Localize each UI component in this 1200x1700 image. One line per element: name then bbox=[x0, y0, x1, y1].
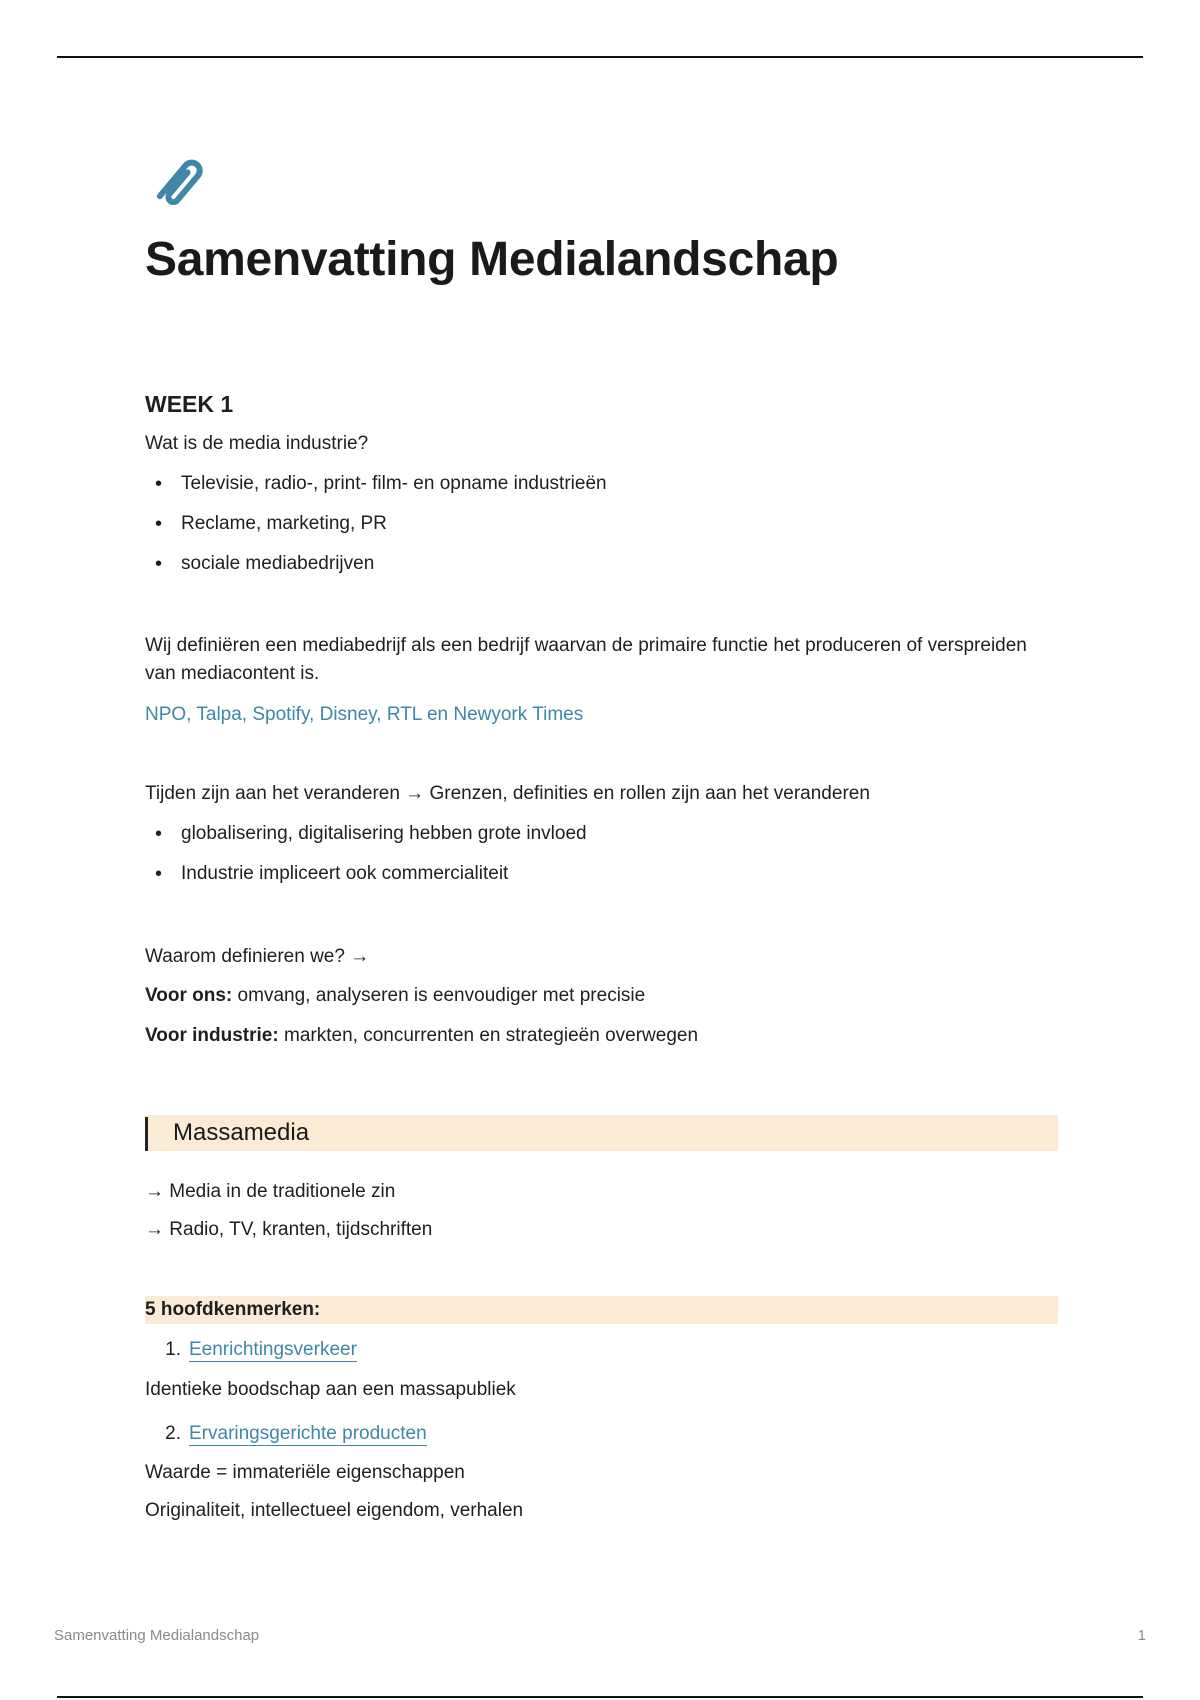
list-item: • sociale mediabedrijven bbox=[145, 550, 607, 590]
footer-title: Samenvatting Medialandschap bbox=[54, 1627, 260, 1644]
question-text: Wat is de media industrie? bbox=[145, 433, 369, 454]
features-heading: 5 hoofdkenmerken: bbox=[145, 1299, 321, 1320]
examples-text: NPO, Talpa, Spotify, Disney, RTL en Newyork Times bbox=[145, 704, 584, 725]
week-heading: WEEK 1 bbox=[145, 391, 234, 417]
list-item: • Reclame, marketing, PR bbox=[145, 510, 607, 550]
feature-item-1 bbox=[145, 1336, 357, 1364]
for-us-text: omvang, analyseren is eenvoudiger met precisie bbox=[232, 985, 646, 1006]
industries-list bbox=[145, 470, 607, 590]
list-item: • Industrie impliceert ook commercialiteit bbox=[145, 860, 587, 900]
for-us-label: Voor ons: bbox=[145, 985, 233, 1006]
why-text: Waarom definieren we? → bbox=[145, 946, 370, 967]
feature-2-description-2: Originaliteit, intellectueel eigendom, verhalen bbox=[145, 1500, 524, 1521]
page-content bbox=[145, 148, 1060, 1521]
definition-text: Wij definiëren een mediabedrijf als een bedrijf waarvan de primaire functie het produceren of verspreiden van mediacontent is. bbox=[145, 635, 1027, 684]
features-heading-strip bbox=[145, 1296, 1058, 1324]
feature-item-2 bbox=[145, 1420, 427, 1448]
list-item: • globalisering, digitalisering hebben grote invloed bbox=[145, 820, 587, 860]
for-industry-label: Voor industrie: bbox=[145, 1025, 279, 1046]
feature-1-description: Identieke boodschap aan een massapubliek bbox=[145, 1379, 516, 1400]
feature-2-description-1: Waarde = immateriële eigenschappen bbox=[145, 1462, 465, 1483]
paperclip-icon bbox=[145, 148, 215, 218]
bottom-rule bbox=[57, 1696, 1143, 1698]
for-industry-text: markten, concurrenten en strategieën overwegen bbox=[278, 1025, 699, 1046]
massamedia-line-1: → Media in de traditionele zin bbox=[145, 1181, 396, 1202]
for-industry-line bbox=[145, 1022, 698, 1050]
massamedia-callout bbox=[145, 1115, 1058, 1151]
changing-list bbox=[145, 820, 587, 900]
massamedia-heading: Massamedia bbox=[173, 1119, 310, 1146]
feature-number: 2. bbox=[165, 1423, 181, 1444]
changing-text: Tijden zijn aan het veranderen → Grenzen, definities en rollen zijn aan het veranderen bbox=[145, 783, 870, 804]
footer-page-number: 1 bbox=[1137, 1627, 1146, 1644]
top-rule bbox=[57, 56, 1143, 58]
massamedia-line-2: → Radio, TV, kranten, tijdschriften bbox=[145, 1219, 433, 1240]
page-title: Samenvatting Medialandschap bbox=[145, 233, 839, 286]
feature-number: 1. bbox=[165, 1339, 181, 1360]
feature-link-ervaringsgerichte-producten[interactable]: Ervaringsgerichte producten bbox=[189, 1423, 427, 1444]
list-item: • Televisie, radio-, print- film- en opname industrieën bbox=[145, 470, 607, 510]
feature-link-eenrichtingsverkeer[interactable]: Eenrichtingsverkeer bbox=[189, 1339, 357, 1360]
for-us-line bbox=[145, 982, 645, 1010]
callout-bar bbox=[145, 1117, 148, 1151]
